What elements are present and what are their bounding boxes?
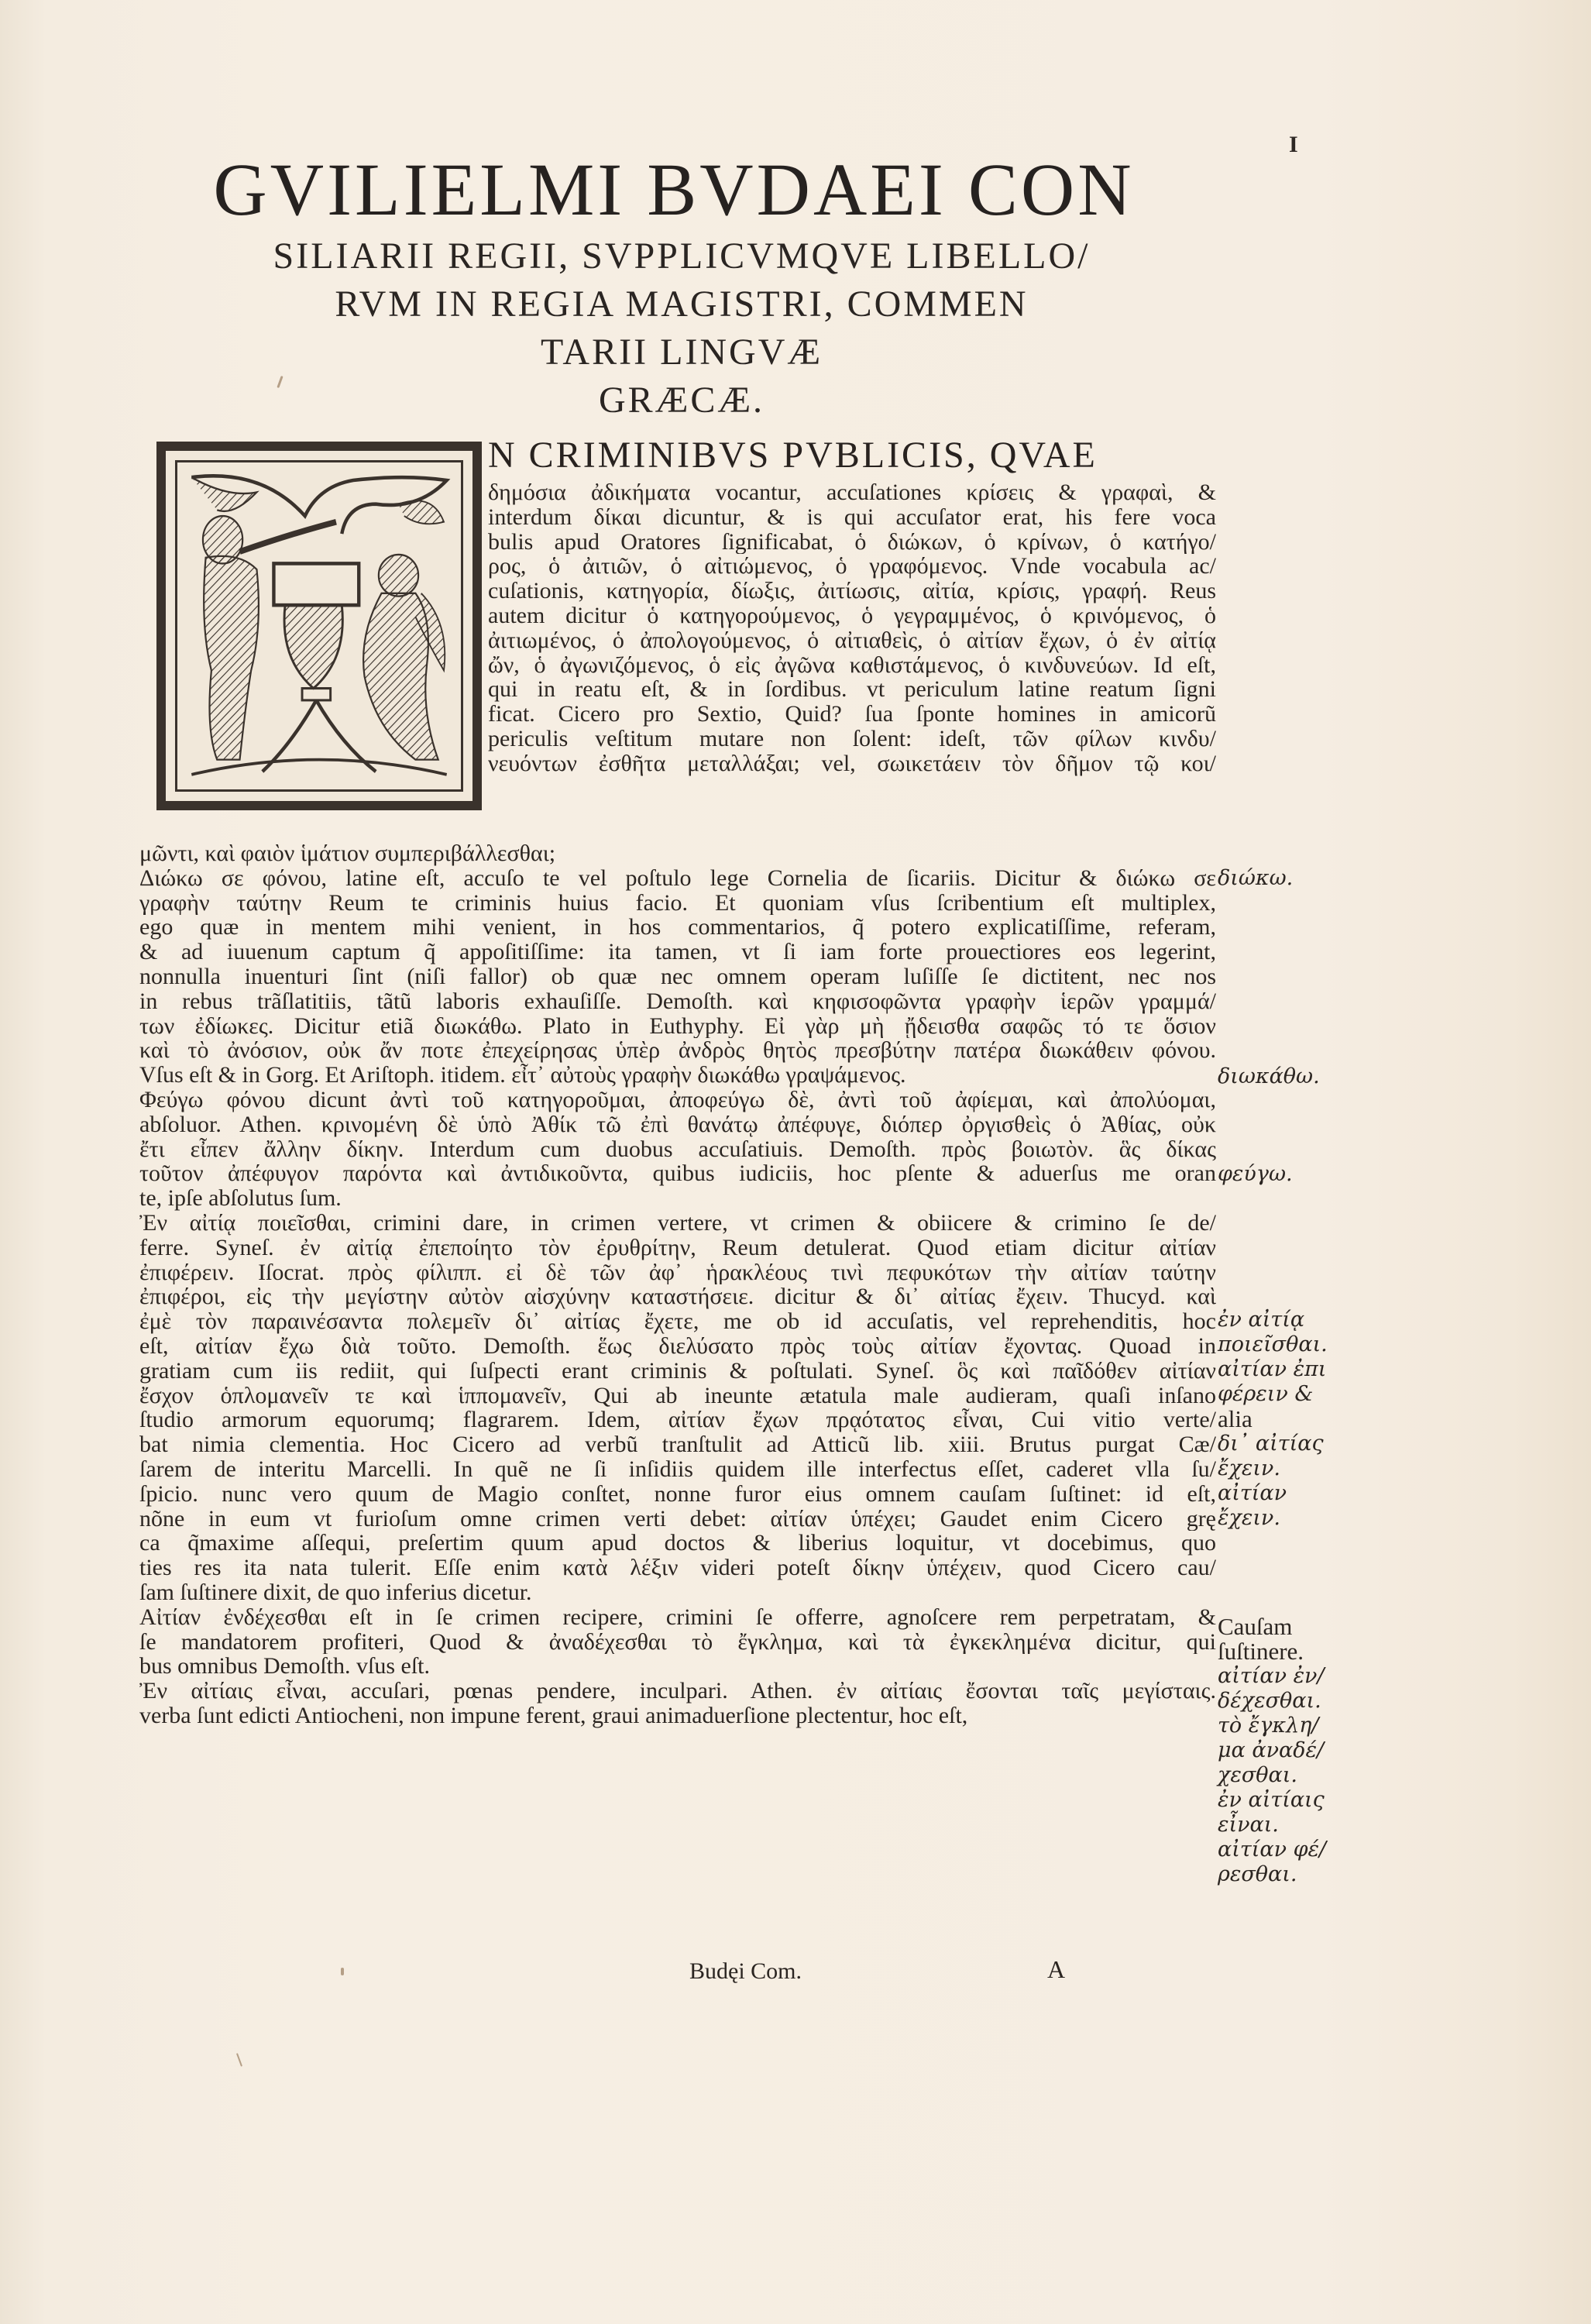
text-line: ἀιτιωμένος, ὁ ἀπολογούμενος, ὁ αἰτιαθεὶς, ὁ αἰτίαν ἔχων, ὁ ἐν αἰτίᾳ: [488, 627, 1216, 653]
margin-note-line: διωκάθω.: [1218, 1064, 1320, 1088]
margin-note-line: τὸ ἔγκλη/: [1218, 1714, 1319, 1738]
margin-note-line: φέρειν &: [1218, 1382, 1314, 1406]
text-line: Διώκω σε φόνου, latine eſt, accuſo te vel poſtulo lege Cornelia de ſicariis. Dicitur & διώκω σε: [139, 865, 1216, 891]
margin-note-line: ἐν αἰτίαις: [1218, 1788, 1325, 1812]
text-column-narrow: [488, 480, 1216, 776]
signature-title: Budęi Com.: [689, 1958, 802, 1984]
margin-note-line: αἰτίαν: [1218, 1481, 1287, 1505]
text-line: ſam ſuſtinere dixit, de quo inferius dicetur.: [139, 1580, 532, 1605]
margin-note-line: εἶναι.: [1218, 1813, 1279, 1837]
text-line: μῶντι, καὶ φαιὸν ἱμάτιον συμπεριβάλλεσθαι;: [139, 841, 556, 866]
paper-speck: [236, 2053, 242, 2067]
text-line: τοῦτον ἀπέφυγον παρόντα καὶ ἀντιδικοῦντα, quibus iudiciis, hoc pſente & aduerſus me oran: [139, 1161, 1216, 1187]
text-line: abſoluor. Athen. κρινομένη δὲ ὑπὸ Ἀθίκ τῶ ἐπὶ θανάτῳ ἀπέφυγε, διόπερ ὀργισθεὶς ὁ Ἀθίας, οὐκ: [139, 1112, 1216, 1137]
margin-note-2: [1218, 1064, 1388, 1089]
text-line: ὤν, ὁ ἀγωνιζόμενος, ὁ εἰς ἀγῶνα καθιστάμενος, ὁ κινδυνεύων. Id eſt,: [488, 652, 1216, 678]
margin-note-line: φεύγω.: [1218, 1162, 1293, 1186]
text-line: nõne in eum vt furioſum omne crimen verti debet: αἰτίαν ὑπέχει; Gaudet enim Cicero grę: [139, 1506, 1216, 1532]
margin-note-3: [1218, 1162, 1388, 1187]
margin-note-line: αἰτίαν φέ/: [1218, 1838, 1327, 1862]
text-line: interdum δίκαι dicuntur, & is qui accuſator erat, his fere voca: [488, 504, 1216, 530]
text-line: ficat. Cicero pro Sextio, Quid? ſua ſponte homines in amicorũ: [488, 702, 1216, 727]
title-line-5: GRÆCÆ.: [598, 380, 765, 421]
title-line-1: GVILIELMI BVDAEI CON: [213, 148, 1135, 231]
text-line: periculis veſtitum mutare non ſolent: ideſt, τῶν φίλων κινδυ/: [488, 726, 1216, 751]
margin-note-line: ποιεῖσθαι.: [1218, 1332, 1328, 1356]
margin-note-line: μα ἀναδέ/: [1218, 1738, 1325, 1762]
text-line: γραφὴν ταύτην Reum te criminis huius facio. Et quoniam vſus ſcribentium eſt multiplex,: [139, 890, 1216, 916]
text-line: ἐπιφέροι, εἰς τὴν μεγίστην αὐτὸν αἰσχύνην καταστήσειε. dicitur & δι᾽ αἰτίας ἔχειν. Thucyd. καὶ: [139, 1284, 1216, 1310]
text-line: ἔσχον ὁπλομανεῖν τε καὶ ἱππομανεῖν, Qui ab ineunte ætatula male audieram, quaſi inſano: [139, 1383, 1216, 1408]
text-line: ſpicio. nunc vero quum de Magio conſtet, nonne furor eius omnem cauſam ſuſtinet: id eſt,: [139, 1481, 1216, 1507]
text-line: Ἐν αἰτίαις εἶναι, accuſari, pœnas pendere, inculpari. Athen. ἐν αἰτίαις ἔσονται ταῖς μεγίσταις.: [139, 1679, 1216, 1703]
text-line: Ἐν αἰτίᾳ ποιεῖσθαι, crimini dare, in crimen vertere, vt crimen & obiicere & crimino ſe de/: [139, 1210, 1216, 1236]
margin-note-line: Cauſam: [1218, 1613, 1293, 1640]
margin-note-line: ἔχειν.: [1218, 1506, 1280, 1530]
margin-note-line: ἐν αἰτίᾳ: [1218, 1308, 1305, 1332]
text-line: te, ipſe abſolutus ſum.: [139, 1186, 342, 1211]
text-line: ſtudio armorum equorumq; flagrarem. Idem, αἰτίαν ἔχων πρᾳότατος εἶναι, Cui vitio verte/: [139, 1408, 1216, 1433]
text-line: ego quæ in mentem mihi venient, in hos commentarios, q̃ potero explicatiſſime, referam,: [139, 915, 1216, 940]
margin-note-line: αἰτίαν ἐπι: [1218, 1357, 1327, 1381]
text-line: ca q̃maxime aſſequi, preſertim quum apud doctos & liberius loquitur, vt docebimus, quo: [139, 1531, 1216, 1556]
text-line: ἐπιφέρειν. Iſocrat. πρὸς φίλιππ. εἰ δὲ τῶν ἀφ᾽ ἡρακλέους τινὶ πεφυκότων τὴν αἰτίαν ταύτην: [139, 1260, 1216, 1285]
text-line: των ἐδίωκες. Dicitur etiã διωκάθω. Plato in Euthyphy. Εἰ γὰρ μὴ ᾔδεισθα σαφῶς τό τε ὅσιον: [139, 1013, 1216, 1039]
text-line: ſe mandatorem profiteri, Quod & ἀναδέχεσθαι τὸ ἔγκλημα, καὶ τὰ ἐγκεκλημένα dicitur, qui: [139, 1629, 1216, 1655]
text-line: bat nimia clementia. Hoc Cicero ad verbũ tranſtulit ad Atticũ lib. xiii. Brutus purgat Cæ/: [139, 1432, 1216, 1457]
margin-note-1: [1218, 866, 1388, 891]
text-line: gratiam cum iis rediit, qui ſuſpecti erant criminis & poſtulati. Syneſ. ὃς καὶ παῖδόθεν αἰτίαν: [139, 1358, 1216, 1384]
text-line: ties res ita nata tulerit. Eſſe enim κατὰ λέξιν videri poteſt δίκην ὑπέχειν, quod Cicero cau/: [139, 1556, 1216, 1580]
margin-note-line: διώκω.: [1218, 866, 1294, 890]
text-column-full: [139, 841, 1216, 1728]
text-line: Αἰτίαν ἐνδέχεσθαι eſt in ſe crimen recipere, crimini ſe offerre, agnoſcere rem perpetratam, &: [139, 1604, 1216, 1630]
text-line: verba ſunt edicti Antiocheni, non impune ferent, graui animaduerſione plectentur, hoc eſt,: [139, 1703, 968, 1728]
lead-line: N CRIMINIBVS PVBLICIS, QVAE: [488, 435, 1098, 476]
signature-letter: A: [1047, 1955, 1066, 1983]
text-line: eſt, αἰτίαν ἔχω διὰ τοῦτο. Demoſth. ἕως διελύσατο πρὸς τοὺς αἰτίαν ἔχοντας. Quoad in: [139, 1333, 1216, 1359]
woodcut-initial: [156, 442, 482, 810]
margin-note-line: δέχεσθαι.: [1218, 1689, 1321, 1713]
margin-note-line: ſuſtinere.: [1218, 1638, 1304, 1665]
margin-note-line: ἔχειν.: [1218, 1456, 1280, 1480]
text-line: ἐμὲ τὸν παραινέσαντα πολεμεῖν δι᾽ αἰτίας ἔχετε, me ob id accuſatis, vel reprehenditis, hoc: [139, 1309, 1216, 1334]
text-line: δημόσια ἀδικήματα vocantur, accuſationes κρίσεις & γραφαὶ, &: [488, 480, 1216, 505]
margin-note-line: αἰτίαν ἐν/: [1218, 1664, 1325, 1688]
text-line: καὶ τὸ ἀνόσιον, οὐκ ἄν ποτε ἐπεχείρησας ὑπὲρ ἀνδρὸς θητὸς πρεσβύτην πατέρα διωκάθειν φόνου.: [139, 1038, 1216, 1064]
margin-note-line: δι᾽ αἰτίας: [1218, 1432, 1324, 1456]
text-line: autem dicitur ὁ κατηγορούμενος, ὁ γεγραμμένος, ὁ κρινόμενος, ὁ: [488, 603, 1216, 628]
title-line-3: RVM IN REGIA MAGISTRI, COMMEN: [335, 284, 1029, 325]
text-line: & ad iuuenum captum q̃ appoſitiſſime: ita tamen, vt ſi iam forte prouectiores eos legerint,: [139, 940, 1216, 964]
margin-note-4: [1218, 1308, 1388, 1531]
title-line-2: SILIARII REGII, SVPPLICVMQVE LIBELLO/: [273, 235, 1091, 277]
text-line: Vſus eſt & in Gorg. Et Ariſtoph. itidem. εἶτ᾽ αὐτοὺς γραφὴν διωκάθω γραψάμενος.: [139, 1063, 906, 1088]
text-line: nonnulla inuenturi ſint (niſi fallor) ob quæ nec omnem operam luſiſſe ſe dictitent, nec nos: [139, 964, 1216, 989]
title-line-4: TARII LINGVÆ: [540, 332, 823, 373]
text-line: bulis apud Oratores ſignificabat, ὁ διώκων, ὁ κρίνων, ὁ κατήγο/: [488, 529, 1216, 555]
margin-note-5: [1218, 1614, 1388, 1887]
text-line: νευόντων ἐσθῆτα μεταλλάξαι; vel, σωικετάειν τὸν δῆμον τῷ κοι/: [488, 751, 1216, 776]
margin-note-line: χεσθαι.: [1218, 1763, 1297, 1787]
folio-number: I: [1289, 132, 1298, 157]
title-block: [155, 147, 1208, 425]
margin-note-line: alia: [1218, 1405, 1253, 1432]
text-line: cuſationis, κατηγορία, δίωξις, ἀιτίωσις, αἰτία, κρίσις, γραφή. Reus: [488, 579, 1216, 603]
text-line: ἔτι εἶπεν ἄλλην δίκην. Interdum cum duobus accuſatiuis. Demoſth. πρὸς βοιωτὸν. ἃς δίκας: [139, 1136, 1216, 1162]
text-line: ſarem de interitu Marcelli. In quẽ ne ſi inſidiis quidem ille interfectus eſſet, caderet vlla ſu/: [139, 1456, 1216, 1482]
text-line: Φεύγω φόνου dicunt ἀντὶ τοῦ κατηγοροῦμαι, ἀποφεύγω δὲ, ἀντὶ τοῦ ἀφίεμαι, καὶ ἀπολύομαι,: [139, 1087, 1216, 1112]
paper-speck: [341, 1968, 344, 1975]
margin-note-line: ρεσθαι.: [1218, 1862, 1297, 1886]
text-line: bus omnibus Demoſth. vſus eſt.: [139, 1654, 430, 1679]
text-line: ferre. Syneſ. ἐν αἰτίᾳ ἐπεποίητο τὸν ἐρυθρίτην, Reum detulerat. Quod etiam dicitur αἰτίαν: [139, 1235, 1216, 1260]
putti-illustration-icon: [177, 462, 461, 789]
text-line: in rebus trãſlatitiis, tãtũ laboris exhauſiſſe. Demoſth. καὶ κηφισοφῶντα γραφὴν ἱερῶν γραμμά/: [139, 988, 1216, 1014]
text-line: ρος, ὁ ἀιτιῶν, ὁ αἰτιώμενος, ὁ γραφόμενος. Vnde vocabula ac/: [488, 554, 1216, 579]
text-line: qui in reatu eſt, & in ſordibus. vt periculum latine reatum ſigni: [488, 677, 1216, 703]
